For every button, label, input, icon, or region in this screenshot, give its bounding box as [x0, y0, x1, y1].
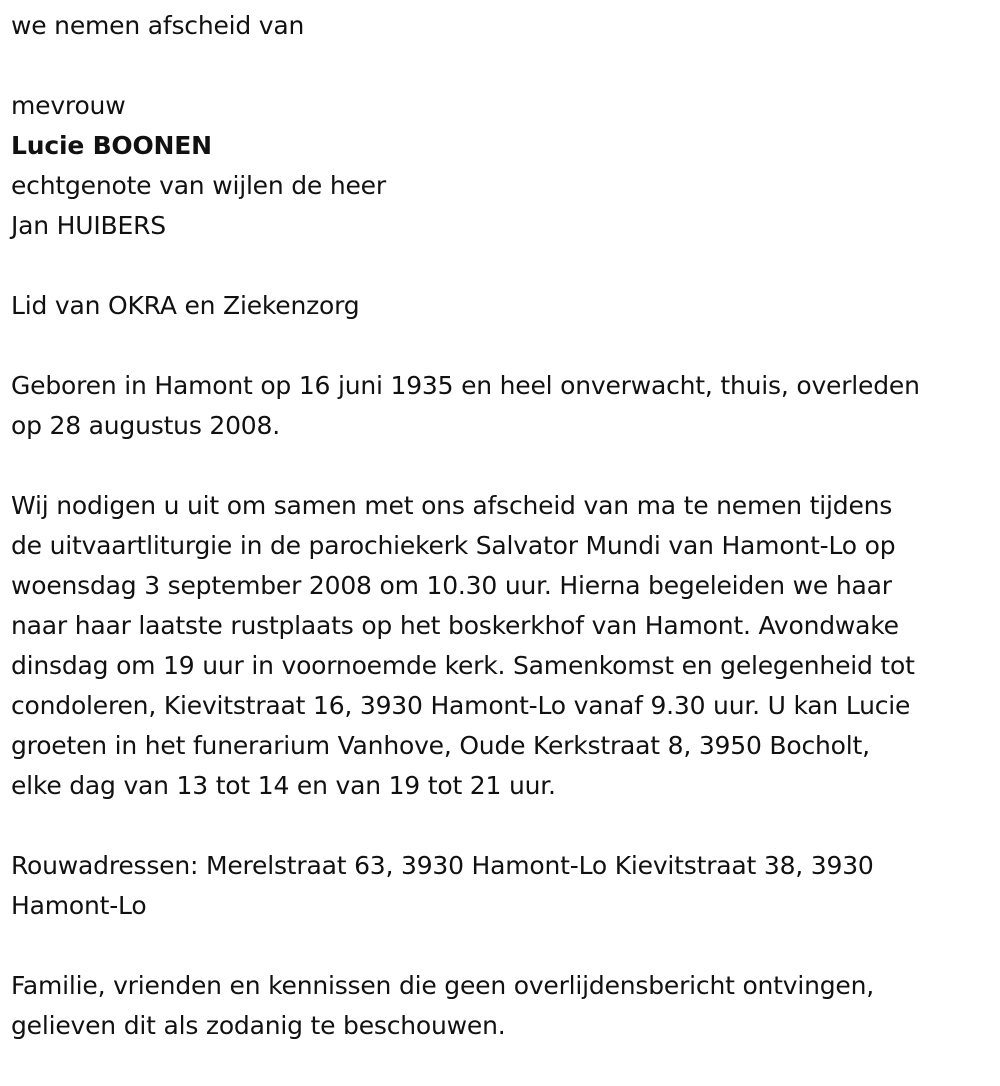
paragraph-line: dinsdag om 19 uur in voornoemde kerk. Samenkomst en gelegenheid tot	[11, 651, 915, 680]
paragraph-line: Geboren in Hamont op 16 juni 1935 en heel onverwacht, thuis, overleden	[11, 371, 920, 400]
title-text: mevrouw	[11, 91, 126, 120]
paragraph-line: groeten in het funerarium Vanhove, Oude Kerkstraat 8, 3950 Bocholt,	[11, 731, 870, 760]
spacer	[11, 326, 996, 366]
paragraph-line: elke dag van 13 tot 14 en van 19 tot 21 uur.	[11, 771, 556, 800]
closing-paragraph	[11, 966, 996, 1046]
relation-text: echtgenote van wijlen de heer	[11, 171, 386, 200]
mourning-addresses-paragraph	[11, 846, 996, 926]
paragraph-line: Hamont-Lo	[11, 891, 147, 920]
membership-text: Lid van OKRA en Ziekenzorg	[11, 291, 360, 320]
deceased-name: Lucie BOONEN	[11, 131, 212, 160]
paragraph-line: gelieven dit als zodanig te beschouwen.	[11, 1011, 506, 1040]
spacer	[11, 446, 996, 486]
paragraph-line: de uitvaartliturgie in de parochiekerk Salvator Mundi van Hamont-Lo op	[11, 531, 896, 560]
paragraph-line: op 28 augustus 2008.	[11, 411, 280, 440]
birth-death-paragraph	[11, 366, 996, 446]
spacer	[11, 246, 996, 286]
paragraph-line: naar haar laatste rustplaats op het boskerkhof van Hamont. Avondwake	[11, 611, 899, 640]
paragraph-line: Familie, vrienden en kennissen die geen overlijdensbericht ontvingen,	[11, 971, 875, 1000]
spacer	[11, 926, 996, 966]
intro-text: we nemen afscheid van	[11, 11, 305, 40]
spacer	[11, 46, 996, 86]
invitation-paragraph	[11, 486, 996, 806]
spacer	[11, 806, 996, 846]
spouse-name: Jan HUIBERS	[11, 211, 166, 240]
paragraph-line: Wij nodigen u uit om samen met ons afscheid van ma te nemen tijdens	[11, 491, 893, 520]
paragraph-line: Rouwadressen: Merelstraat 63, 3930 Hamont-Lo Kievitstraat 38, 3930	[11, 851, 874, 880]
paragraph-line: condoleren, Kievitstraat 16, 3930 Hamont-Lo vanaf 9.30 uur. U kan Lucie	[11, 691, 911, 720]
paragraph-line: woensdag 3 september 2008 om 10.30 uur. Hierna begeleiden we haar	[11, 571, 892, 600]
